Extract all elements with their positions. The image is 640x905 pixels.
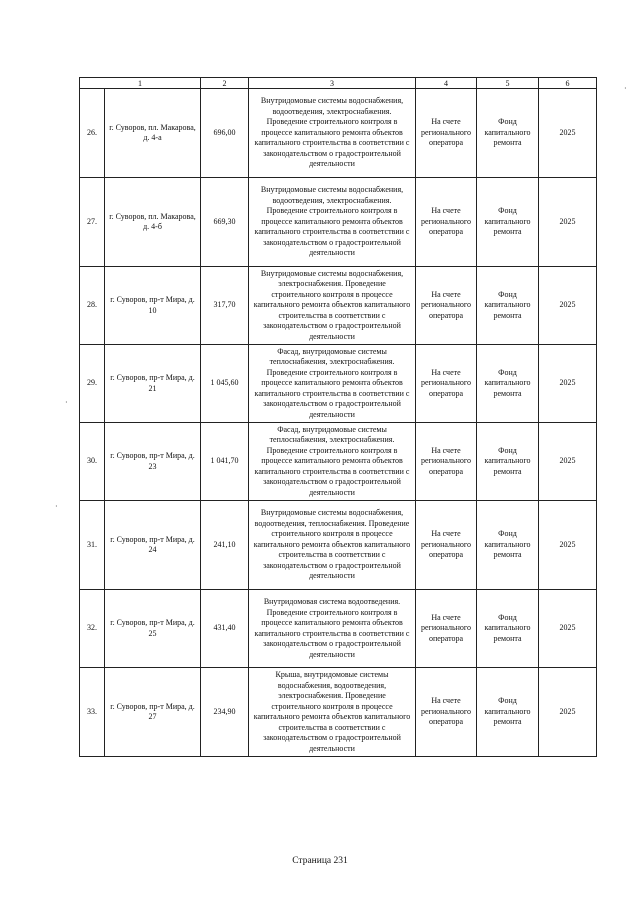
source-cell: Фонд капитального ремонта <box>477 501 539 590</box>
year-cell: 2025 <box>539 345 597 423</box>
table-row <box>80 423 597 501</box>
table-row <box>80 89 597 178</box>
year-cell: 2025 <box>539 501 597 590</box>
works-cell: Внутридомовые системы водоснабжения, водоотведения, электроснабжения. Проведение строительного контроля в процессе капитального ремонта объектов капитального строительства в соответствии с законодательством о градостроительной деятельности <box>249 178 416 267</box>
works-cell: Фасад, внутридомовые системы теплоснабжения, электроснабжения. Проведение строительного контроля в процессе капитального ремонта объектов капитального строительства в соответствии с законодательством о градостроительной деятельности <box>249 423 416 501</box>
row-number: 33. <box>80 668 105 757</box>
col-header-1: 1 <box>80 78 201 89</box>
address-cell: г. Суворов, пр-т Мира, д. 27 <box>105 668 201 757</box>
fund-cell: На счете регионального оператора <box>416 668 477 757</box>
area-cell: 669,30 <box>201 178 249 267</box>
works-cell: Внутридомовые системы водоснабжения, водоотведения, электроснабжения. Проведение строительного контроля в процессе капитального ремонта объектов капитального строительства в соответствии с законодательством о градостроительной деятельности <box>249 89 416 178</box>
works-cell: Внутридомовые системы водоснабжения, электроснабжения. Проведение строительного контроля в процессе капитального ремонта объектов капитального строительства в соответствии с законодательством о градостроительной деятельности <box>249 267 416 345</box>
area-cell: 1 045,60 <box>201 345 249 423</box>
row-number: 27. <box>80 178 105 267</box>
page-number: Страница 231 <box>292 856 348 866</box>
col-header-6: 6 <box>539 78 597 89</box>
works-cell: Внутридомовая система водоотведения. Проведение строительного контроля в процессе капитального ремонта объектов капитального строительства в соответствии с законодательством о градостроительной деятельности <box>249 590 416 668</box>
area-cell: 696,00 <box>201 89 249 178</box>
area-cell: 241,10 <box>201 501 249 590</box>
fund-cell: На счете регионального оператора <box>416 267 477 345</box>
fund-cell: На счете регионального оператора <box>416 89 477 178</box>
row-number: 26. <box>80 89 105 178</box>
table-row <box>80 590 597 668</box>
area-cell: 234,90 <box>201 668 249 757</box>
address-cell: г. Суворов, пр-т Мира, д. 21 <box>105 345 201 423</box>
address-cell: г. Суворов, пл. Макарова, д. 4-б <box>105 178 201 267</box>
col-header-5: 5 <box>477 78 539 89</box>
area-cell: 1 041,70 <box>201 423 249 501</box>
area-cell: 431,40 <box>201 590 249 668</box>
fund-cell: На счете регионального оператора <box>416 178 477 267</box>
works-table <box>79 77 597 757</box>
address-cell: г. Суворов, пр-т Мира, д. 24 <box>105 501 201 590</box>
row-number: 28. <box>80 267 105 345</box>
source-cell: Фонд капитального ремонта <box>477 590 539 668</box>
row-number: 30. <box>80 423 105 501</box>
scan-speck: · <box>624 84 627 93</box>
address-cell: г. Суворов, пл. Макарова, д. 4-а <box>105 89 201 178</box>
row-number: 31. <box>80 501 105 590</box>
source-cell: Фонд капитального ремонта <box>477 267 539 345</box>
table-row <box>80 668 597 757</box>
source-cell: Фонд капитального ремонта <box>477 668 539 757</box>
col-header-4: 4 <box>416 78 477 89</box>
scan-speck: · <box>65 398 68 407</box>
fund-cell: На счете регионального оператора <box>416 345 477 423</box>
fund-cell: На счете регионального оператора <box>416 423 477 501</box>
year-cell: 2025 <box>539 89 597 178</box>
source-cell: Фонд капитального ремонта <box>477 178 539 267</box>
year-cell: 2025 <box>539 423 597 501</box>
row-number: 29. <box>80 345 105 423</box>
table-row <box>80 345 597 423</box>
year-cell: 2025 <box>539 590 597 668</box>
year-cell: 2025 <box>539 668 597 757</box>
area-cell: 317,70 <box>201 267 249 345</box>
source-cell: Фонд капитального ремонта <box>477 89 539 178</box>
table-row <box>80 501 597 590</box>
source-cell: Фонд капитального ремонта <box>477 345 539 423</box>
address-cell: г. Суворов, пр-т Мира, д. 25 <box>105 590 201 668</box>
row-number: 32. <box>80 590 105 668</box>
source-cell: Фонд капитального ремонта <box>477 423 539 501</box>
col-header-2: 2 <box>201 78 249 89</box>
fund-cell: На счете регионального оператора <box>416 590 477 668</box>
fund-cell: На счете регионального оператора <box>416 501 477 590</box>
scan-speck: · <box>55 502 58 511</box>
address-cell: г. Суворов, пр-т Мира, д. 10 <box>105 267 201 345</box>
year-cell: 2025 <box>539 267 597 345</box>
header-row <box>80 78 597 89</box>
works-cell: Внутридомовые системы водоснабжения, водоотведения, теплоснабжения. Проведение строительного контроля в процессе капитального ремонта объектов капитального строительства в соответствии с законодательством о градостроительной деятельности <box>249 501 416 590</box>
works-cell: Фасад, внутридомовые системы теплоснабжения, электроснабжения. Проведение строительного контроля в процессе капитального ремонта объектов капитального строительства в соответствии с законодательством о градостроительной деятельности <box>249 345 416 423</box>
works-cell: Крыша, внутридомовые системы водоснабжения, водоотведения, электроснабжения. Проведение строительного контроля в процессе капитального ремонта объектов капитального строительства в соответствии с законодательством о градостроительной деятельности <box>249 668 416 757</box>
address-cell: г. Суворов, пр-т Мира, д. 23 <box>105 423 201 501</box>
table-row <box>80 267 597 345</box>
col-header-3: 3 <box>249 78 416 89</box>
year-cell: 2025 <box>539 178 597 267</box>
table-row <box>80 178 597 267</box>
